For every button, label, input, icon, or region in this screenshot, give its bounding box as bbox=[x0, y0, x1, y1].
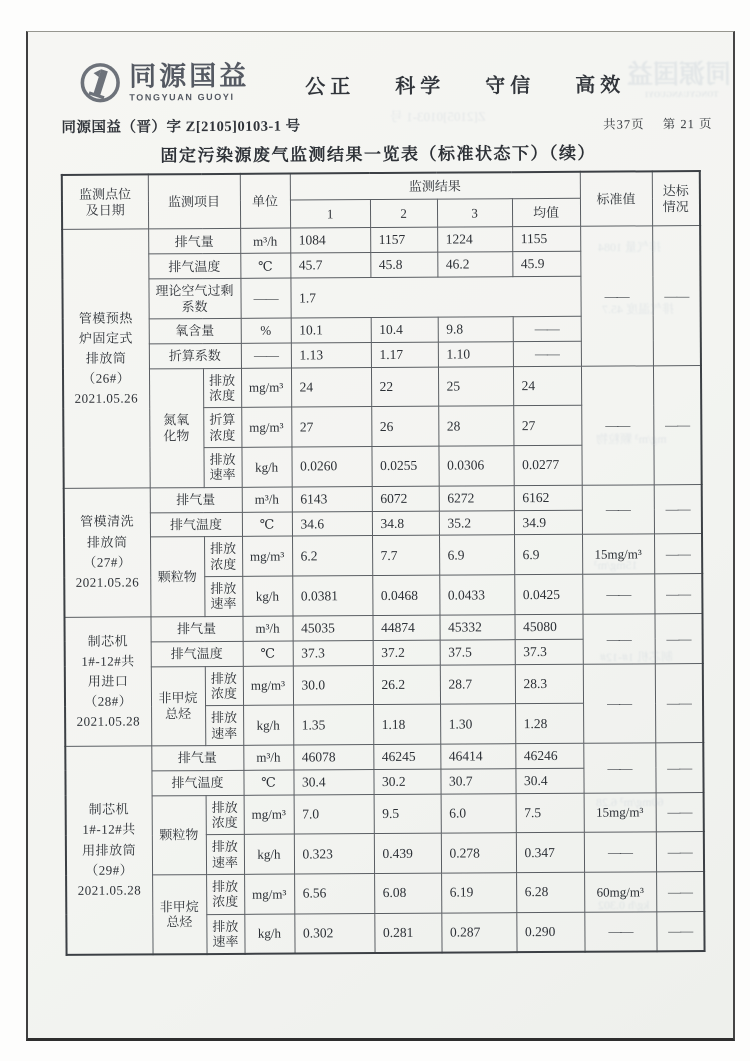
value-cell: 0.0260 bbox=[291, 447, 371, 487]
monitoring-point-cell: 制芯机 1#-12#共 用进口 （28#） 2021.05.28 bbox=[64, 617, 151, 747]
unit-cell: kg/h bbox=[243, 705, 293, 745]
pages-total: 共37页 bbox=[603, 117, 645, 132]
col-header-point: 监测点位 及日期 bbox=[62, 174, 148, 229]
value-cell: 46414 bbox=[440, 744, 515, 769]
sub-item-label-cell: 排放 速率 bbox=[203, 447, 241, 487]
value-cell: 6.9 bbox=[439, 535, 514, 575]
value-cell: 7.5 bbox=[516, 793, 584, 833]
unit-cell: kg/h bbox=[244, 914, 294, 954]
standard-value-cell: 15mg/m³ bbox=[584, 793, 656, 833]
col-header-result-1: 1 bbox=[290, 200, 370, 228]
dash-cell: —— bbox=[513, 341, 581, 366]
monitoring-point-cell: 管模预热 炉固定式 排放筒 （26#） 2021.05.26 bbox=[62, 229, 150, 488]
unit-cell: mg/m³ bbox=[243, 666, 293, 706]
value-cell: 34.6 bbox=[292, 511, 372, 536]
value-cell: 1.30 bbox=[440, 704, 515, 744]
value-cell: 44874 bbox=[373, 615, 440, 640]
value-cell: 0.0277 bbox=[513, 445, 581, 485]
item-label-cell: 排气量 bbox=[148, 229, 240, 254]
unit-cell: m³/h bbox=[240, 228, 290, 253]
value-cell: 0.302 bbox=[294, 913, 374, 954]
logo-name-en: TONGYUAN GUOYI bbox=[129, 91, 235, 103]
value-cell: 0.287 bbox=[441, 912, 516, 953]
value-cell: 30.0 bbox=[293, 665, 373, 705]
dash-cell: —— bbox=[583, 614, 655, 664]
value-cell: 25 bbox=[438, 366, 513, 406]
value-cell: 26 bbox=[371, 406, 438, 446]
value-cell: 1.28 bbox=[515, 704, 583, 744]
col-header-unit: 单位 bbox=[240, 174, 290, 229]
page-current: 第 21 页 bbox=[662, 116, 713, 132]
sub-item-label-cell: 排放 浓度 bbox=[206, 874, 244, 914]
value-cell: 46246 bbox=[515, 743, 583, 768]
value-cell: 34.8 bbox=[372, 511, 439, 536]
value-cell: 0.278 bbox=[441, 833, 516, 873]
value-cell: 27 bbox=[513, 406, 581, 446]
value-cell: 10.4 bbox=[371, 317, 438, 342]
value-cell: 45080 bbox=[515, 614, 583, 639]
value-cell: 0.290 bbox=[516, 912, 584, 953]
value-cell: 34.9 bbox=[514, 510, 582, 535]
logo-text bbox=[129, 62, 249, 102]
item-label-cell: 理论空气过剩 系数 bbox=[148, 279, 240, 319]
sub-item-label-cell: 排放 浓度 bbox=[206, 795, 244, 835]
col-header-standard: 标准值 bbox=[580, 171, 652, 226]
value-cell: 6.0 bbox=[441, 793, 516, 833]
standard-value-cell: 15mg/m³ bbox=[582, 534, 654, 574]
value-cell: 1.17 bbox=[371, 342, 438, 367]
value-cell: 45.9 bbox=[512, 252, 580, 277]
document-meta-row bbox=[61, 112, 712, 137]
item-label-cell: 氧含量 bbox=[149, 318, 241, 343]
value-cell: 1.18 bbox=[373, 704, 440, 744]
value-cell: 22 bbox=[371, 367, 438, 407]
value-cell: 1224 bbox=[437, 227, 512, 252]
sub-item-label-cell: 排放 浓度 bbox=[204, 537, 242, 577]
sub-item-label-cell: 排放 速率 bbox=[206, 914, 244, 954]
dash-cell: —— bbox=[581, 366, 654, 485]
value-cell: 30.4 bbox=[293, 769, 373, 794]
item-label-cell: 排气温度 bbox=[151, 770, 243, 795]
value-cell: 1157 bbox=[370, 227, 437, 252]
dash-cell: —— bbox=[513, 316, 581, 341]
value-cell: 46.2 bbox=[437, 252, 512, 277]
unit-cell: kg/h bbox=[244, 834, 294, 874]
item-label-cell: 非甲烷 总烃 bbox=[151, 666, 205, 746]
dash-cell: —— bbox=[653, 365, 702, 484]
sub-item-label-cell: 排放 速率 bbox=[204, 576, 242, 616]
letterhead bbox=[79, 58, 716, 104]
item-label-cell: 颗粒物 bbox=[152, 795, 206, 875]
unit-cell: ℃ bbox=[243, 641, 293, 666]
value-cell: 30.4 bbox=[515, 768, 583, 793]
value-cell: 6.9 bbox=[514, 535, 582, 575]
slogan-word-2: 科学 bbox=[395, 75, 446, 98]
value-cell: 7.0 bbox=[294, 794, 374, 834]
value-cell: 30.7 bbox=[440, 769, 515, 794]
sub-item-label-cell: 排放 速率 bbox=[205, 706, 243, 746]
value-cell: 0.0433 bbox=[439, 575, 514, 615]
value-cell: 9.5 bbox=[374, 794, 441, 834]
unit-cell: m³/h bbox=[243, 616, 293, 641]
value-cell: 0.0468 bbox=[372, 575, 439, 615]
value-cell: 0.0425 bbox=[514, 574, 582, 614]
value-cell: 45332 bbox=[440, 614, 515, 639]
value-cell: 46078 bbox=[293, 745, 373, 770]
dash-cell: —— bbox=[654, 574, 702, 614]
standard-value-cell: 60mg/m³ bbox=[584, 872, 656, 912]
col-header-item: 监测项目 bbox=[148, 174, 240, 229]
page-content bbox=[25, 30, 736, 1040]
dash-cell: —— bbox=[652, 226, 701, 366]
value-cell: 45.7 bbox=[290, 253, 370, 278]
value-cell: 30.2 bbox=[373, 769, 440, 794]
col-header-result-2: 2 bbox=[370, 199, 437, 227]
value-cell: 0.0255 bbox=[371, 446, 438, 486]
dash-cell: —— bbox=[582, 574, 654, 614]
item-label-cell: 折算系数 bbox=[149, 343, 241, 368]
value-cell: 6.28 bbox=[516, 872, 584, 912]
dash-cell: —— bbox=[656, 792, 704, 832]
dash-cell: —— bbox=[655, 663, 703, 743]
value-cell: 46245 bbox=[373, 744, 440, 769]
slogan-word-3: 守信 bbox=[485, 74, 536, 97]
value-cell: 28 bbox=[438, 406, 513, 446]
item-label-cell: 排气温度 bbox=[151, 641, 243, 666]
unit-cell: mg/m³ bbox=[242, 537, 292, 577]
sub-item-label-cell: 排放 速率 bbox=[206, 835, 244, 875]
scanned-page-background bbox=[26, 31, 735, 1041]
value-cell: 0.0381 bbox=[292, 576, 372, 616]
unit-cell: kg/h bbox=[242, 576, 292, 616]
item-label-cell: 排气量 bbox=[150, 487, 242, 512]
value-cell: 24 bbox=[291, 367, 371, 407]
value-cell: 1.35 bbox=[293, 705, 373, 745]
unit-cell: ℃ bbox=[243, 770, 293, 795]
results-table bbox=[61, 170, 706, 956]
unit-cell: m³/h bbox=[243, 745, 293, 770]
dash-cell: —— bbox=[654, 534, 702, 574]
value-cell: 1155 bbox=[512, 227, 580, 252]
page-title: 固定污染源废气监测结果一览表（标准状态下）（续） bbox=[160, 143, 596, 166]
dash-cell: —— bbox=[582, 484, 654, 534]
logo-circle-icon bbox=[79, 62, 121, 104]
value-cell: 26.2 bbox=[373, 665, 440, 705]
col-header-result-3: 3 bbox=[437, 199, 512, 227]
value-cell: 6072 bbox=[372, 486, 439, 511]
dash-cell: —— bbox=[580, 226, 653, 366]
value-cell: 24 bbox=[513, 366, 581, 406]
item-label-cell: 氮氧 化物 bbox=[149, 368, 204, 487]
col-header-results: 监测结果 bbox=[290, 172, 580, 201]
value-cell: 35.2 bbox=[439, 510, 514, 535]
dash-cell: —— bbox=[655, 742, 703, 792]
sub-item-label-cell: 排放 浓度 bbox=[205, 666, 243, 706]
dash-cell: —— bbox=[654, 484, 702, 534]
dash-cell: —— bbox=[656, 872, 704, 912]
unit-cell: kg/h bbox=[241, 447, 291, 487]
value-cell: 6.2 bbox=[292, 536, 372, 576]
value-cell: 6272 bbox=[439, 485, 514, 510]
dash-cell: —— bbox=[583, 743, 655, 793]
value-cell: 10.1 bbox=[291, 317, 371, 342]
value-cell: 37.2 bbox=[373, 640, 440, 665]
item-label-cell: 排气量 bbox=[150, 616, 242, 641]
value-cell: 37.5 bbox=[440, 639, 515, 664]
unit-cell: mg/m³ bbox=[241, 407, 291, 447]
col-header-compliance: 达标 情况 bbox=[652, 171, 700, 226]
company-logo bbox=[79, 61, 249, 104]
item-label-cell: 排气量 bbox=[151, 745, 243, 770]
value-cell: 6143 bbox=[292, 486, 372, 511]
value-cell: 0.281 bbox=[374, 913, 441, 954]
value-cell: 37.3 bbox=[515, 639, 583, 664]
value-cell: 45035 bbox=[293, 615, 373, 640]
unit-cell: ℃ bbox=[240, 253, 290, 278]
sub-item-label-cell: 折算 浓度 bbox=[203, 408, 241, 448]
document-number: 同源国益（晋）字 Z[2105]0103-1 号 bbox=[61, 118, 301, 136]
value-cell: 6.08 bbox=[374, 873, 441, 913]
col-header-result-avg: 均值 bbox=[512, 199, 580, 227]
dash-cell: —— bbox=[655, 613, 703, 663]
company-slogan bbox=[305, 68, 625, 99]
value-cell: 6.19 bbox=[441, 873, 516, 913]
dash-cell: —— bbox=[584, 912, 656, 953]
monitoring-point-cell: 管模清洗 排放筒 （27#） 2021.05.26 bbox=[64, 488, 151, 618]
value-cell: 0.0306 bbox=[438, 446, 513, 486]
value-cell: 6162 bbox=[514, 485, 582, 510]
results-table-body bbox=[62, 226, 704, 955]
value-cell: 7.7 bbox=[372, 536, 439, 576]
item-label-cell: 非甲烷 总烃 bbox=[152, 875, 206, 955]
page-indicator bbox=[589, 114, 713, 133]
dash-cell: —— bbox=[583, 663, 655, 743]
unit-cell: mg/m³ bbox=[241, 368, 291, 408]
value-cell: 9.8 bbox=[438, 317, 513, 342]
dash-cell: —— bbox=[240, 278, 290, 318]
unit-cell: % bbox=[241, 318, 291, 343]
value-cell: 1.13 bbox=[291, 342, 371, 367]
value-cell: 0.439 bbox=[374, 834, 441, 874]
item-label-cell: 排气温度 bbox=[148, 254, 240, 279]
value-cell: 28.3 bbox=[515, 664, 583, 704]
value-cell: 27 bbox=[291, 407, 371, 447]
sub-item-label-cell: 排放 浓度 bbox=[203, 368, 241, 408]
value-cell: 37.3 bbox=[293, 640, 373, 665]
logo-name-cn: 同源国益 bbox=[129, 60, 250, 92]
unit-cell: mg/m³ bbox=[244, 874, 294, 914]
unit-cell: ℃ bbox=[242, 512, 292, 537]
dash-cell: —— bbox=[584, 832, 656, 872]
item-label-cell: 排气温度 bbox=[150, 512, 242, 537]
value-cell: 0.347 bbox=[516, 833, 584, 873]
value-cell: 0.323 bbox=[294, 834, 374, 874]
value-cell: 1.7 bbox=[290, 276, 580, 317]
dash-cell: —— bbox=[656, 911, 704, 951]
unit-cell: mg/m³ bbox=[244, 795, 294, 835]
value-cell: 1.10 bbox=[438, 341, 513, 366]
monitoring-point-cell: 制芯机 1#-12#共 用排放筒 （29#） 2021.05.28 bbox=[65, 746, 152, 955]
dash-cell: —— bbox=[656, 832, 704, 872]
value-cell: 1084 bbox=[290, 228, 370, 253]
slogan-word-4: 高效 bbox=[575, 73, 626, 97]
slogan-word-1: 公正 bbox=[305, 75, 356, 98]
value-cell: 28.7 bbox=[440, 664, 515, 704]
dash-cell: —— bbox=[241, 343, 291, 368]
unit-cell: m³/h bbox=[242, 487, 292, 512]
value-cell: 6.56 bbox=[294, 874, 374, 914]
value-cell: 45.8 bbox=[370, 252, 437, 277]
item-label-cell: 颗粒物 bbox=[150, 537, 204, 617]
